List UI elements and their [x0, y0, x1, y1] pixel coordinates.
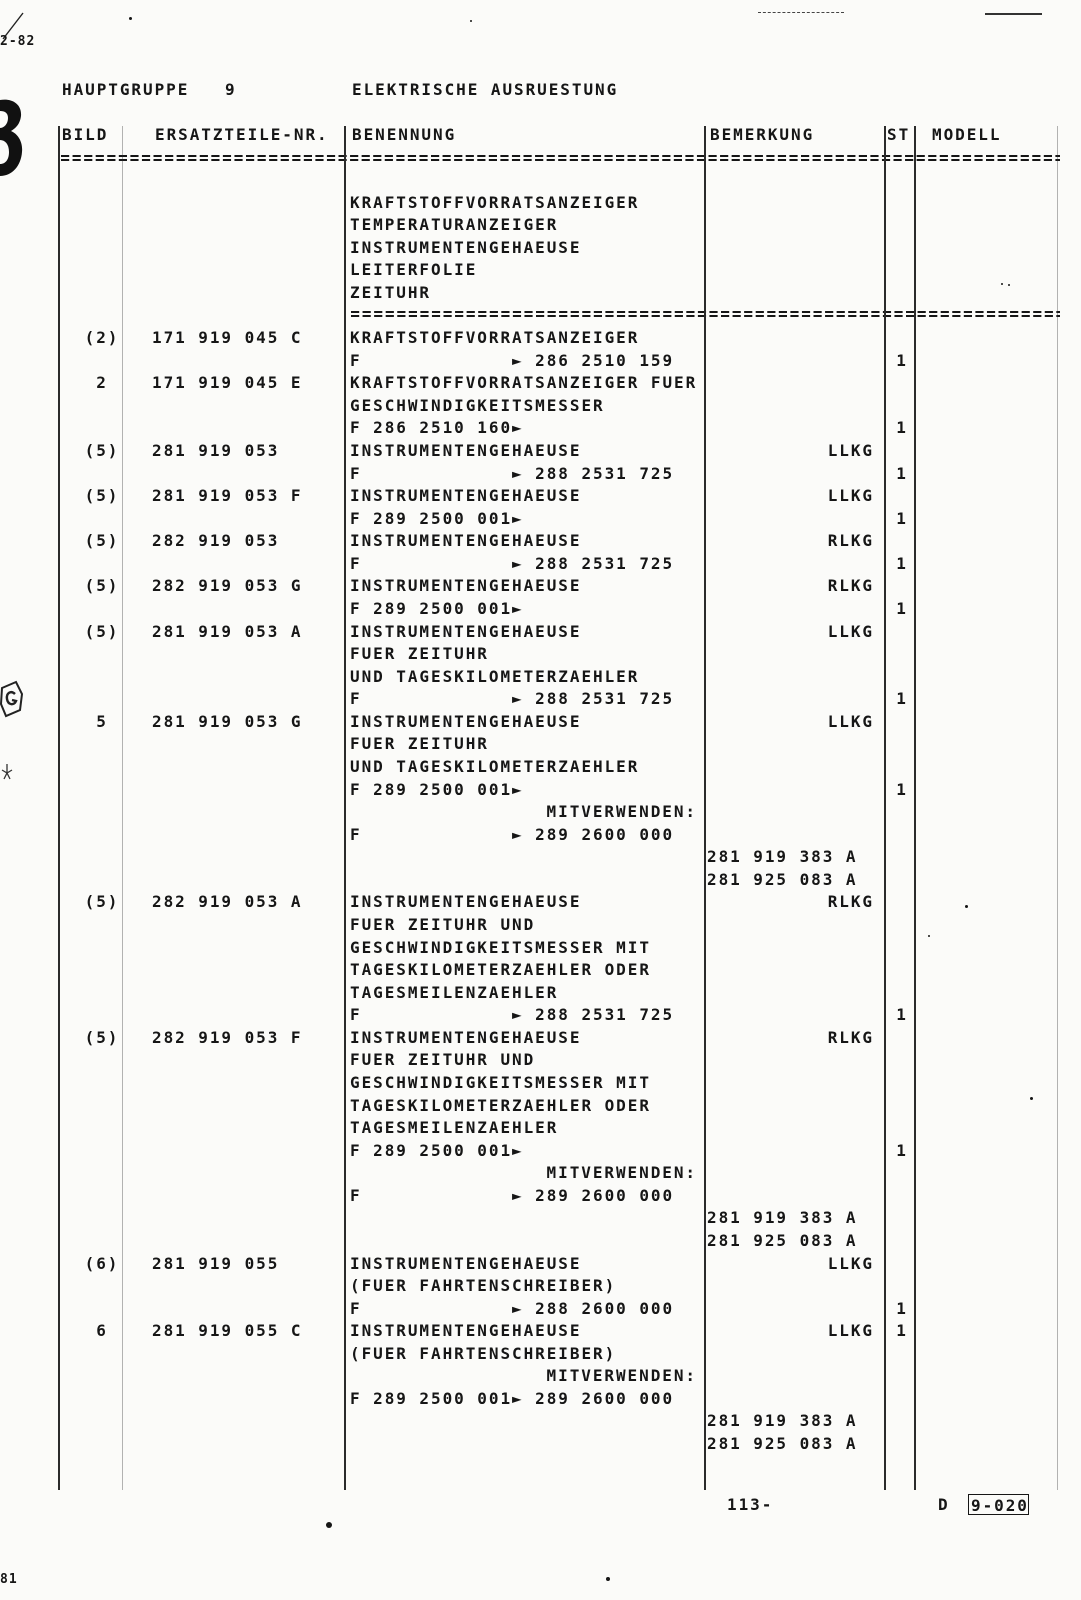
- quantity: 1: [896, 1298, 908, 1318]
- column-header-description: BENENNUNG: [352, 125, 457, 144]
- description-line: F 289 2500 001►: [350, 598, 524, 618]
- figure-ref: 5: [96, 711, 108, 731]
- description-line: F ► 289 2600 000: [350, 1185, 675, 1205]
- quantity: 1: [896, 689, 908, 709]
- use-with-part-number: 281 919 383 A: [707, 1411, 858, 1431]
- description-line: F ► 286 2510 159: [350, 350, 675, 370]
- edge-number-mark: 81: [0, 1572, 18, 1587]
- part-number: 281 919 053 G: [152, 711, 303, 731]
- scan-speck: [129, 17, 132, 20]
- description-line: GESCHWINDIGKEITSMESSER: [350, 395, 605, 415]
- use-with-note: MITVERWENDEN:: [546, 1163, 697, 1183]
- scan-speck: [928, 935, 930, 937]
- quantity: 1: [896, 350, 908, 370]
- remark-code: LLKG: [827, 711, 874, 731]
- description-line: INSTRUMENTENGEHAEUSE: [350, 621, 582, 641]
- figure-ref: (5): [84, 576, 120, 596]
- description-line: INSTRUMENTENGEHAEUSE: [350, 892, 582, 912]
- use-with-part-number: 281 919 383 A: [707, 1208, 858, 1228]
- main-group-label: HAUPTGRUPPE: [62, 80, 190, 99]
- part-number: 281 919 053 F: [152, 486, 303, 506]
- figure-ref: (6): [84, 1253, 120, 1273]
- edition-date-mark: 2-82: [0, 34, 36, 49]
- section-code-box: 9-020: [968, 1494, 1029, 1515]
- part-number: 281 919 055 C: [152, 1321, 303, 1341]
- quantity: 1: [896, 1005, 908, 1025]
- scan-speck: [1030, 1097, 1033, 1100]
- column-rule-right: [1057, 126, 1058, 1490]
- column-header-bild: BILD: [62, 125, 109, 144]
- description-line: F ► 288 2531 725: [350, 1005, 675, 1025]
- description-line: GESCHWINDIGKEITSMESSER MIT: [350, 937, 651, 957]
- description-line: F 289 2500 001►: [350, 1140, 524, 1160]
- use-with-note: MITVERWENDEN:: [546, 802, 697, 822]
- top-dash-mark: [758, 12, 844, 13]
- remark-code: LLKG: [827, 440, 874, 460]
- remark-code: RLKG: [827, 531, 874, 551]
- column-rule-left: [58, 126, 60, 1490]
- description-line: F ► 288 2531 725: [350, 463, 675, 483]
- description-line: INSTRUMENTENGEHAEUSE: [350, 1027, 582, 1047]
- part-number: 281 919 053: [152, 440, 280, 460]
- description-line: F ► 288 2531 725: [350, 689, 675, 709]
- figure-ref: (5): [84, 440, 120, 460]
- part-number: 282 919 053 F: [152, 1027, 303, 1047]
- intro-line: INSTRUMENTENGEHAEUSE: [350, 237, 582, 257]
- header-separator: [60, 155, 1060, 161]
- description-line: TAGESMEILENZAEHLER: [350, 1118, 559, 1138]
- quantity: 1: [896, 598, 908, 618]
- main-group-number: 9: [225, 80, 237, 99]
- stamp-icon: [0, 680, 24, 718]
- remark-code: LLKG: [827, 1321, 874, 1341]
- remark-code: RLKG: [827, 1027, 874, 1047]
- intro-line: LEITERFOLIE: [350, 260, 478, 280]
- remark-code: LLKG: [827, 486, 874, 506]
- figure-ref: (5): [84, 621, 120, 641]
- description-line: KRAFTSTOFFVORRATSANZEIGER: [350, 328, 640, 348]
- quantity: 1: [896, 553, 908, 573]
- description-line: INSTRUMENTENGEHAEUSE: [350, 1253, 582, 1273]
- figure-ref: (5): [84, 892, 120, 912]
- description-line: F 289 2500 001► 289 2600 000: [350, 1388, 675, 1408]
- intro-line: TEMPERATURANZEIGER: [350, 215, 559, 235]
- part-number: 282 919 053: [152, 531, 280, 551]
- description-line: TAGESMEILENZAEHLER: [350, 982, 559, 1002]
- figure-ref: (5): [84, 486, 120, 506]
- use-with-note: MITVERWENDEN:: [546, 1366, 697, 1386]
- column-rule-description: [704, 126, 706, 1490]
- intro-line: ZEITUHR: [350, 282, 432, 302]
- description-line: INSTRUMENTENGEHAEUSE: [350, 486, 582, 506]
- figure-ref: 2: [96, 373, 108, 393]
- figure-ref: 6: [96, 1321, 108, 1341]
- part-number: 171 919 045 E: [152, 373, 303, 393]
- description-line: TAGESKILOMETERZAEHLER ODER: [350, 960, 651, 980]
- description-line: F ► 288 2531 725: [350, 553, 675, 573]
- quantity: 1: [896, 508, 908, 528]
- column-rule-bild: [122, 126, 123, 1490]
- description-line: INSTRUMENTENGEHAEUSE: [350, 711, 582, 731]
- description-line: FUER ZEITUHR: [350, 734, 489, 754]
- use-with-part-number: 281 919 383 A: [707, 847, 858, 867]
- remark-code: LLKG: [827, 621, 874, 641]
- description-line: GESCHWINDIGKEITSMESSER MIT: [350, 1072, 651, 1092]
- remark-code: LLKG: [827, 1253, 874, 1273]
- part-number: 282 919 053 G: [152, 576, 303, 596]
- top-rule: [985, 13, 1042, 15]
- quantity: 1: [896, 779, 908, 799]
- description-line: F 289 2500 001►: [350, 508, 524, 528]
- figure-ref: (5): [84, 531, 120, 551]
- intro-line: KRAFTSTOFFVORRATSANZEIGER: [350, 192, 640, 212]
- chapter-tab-mark: [0, 98, 24, 178]
- column-header-remark: BEMERKUNG: [710, 125, 815, 144]
- description-line: (FUER FAHRTENSCHREIBER): [350, 1343, 617, 1363]
- use-with-part-number: 281 925 083 A: [707, 869, 858, 889]
- column-header-model: MODELL: [932, 125, 1002, 144]
- column-header-part-no: ERSATZTEILE-NR.: [155, 125, 329, 144]
- description-line: KRAFTSTOFFVORRATSANZEIGER FUER: [350, 373, 698, 393]
- remark-code: RLKG: [827, 892, 874, 912]
- description-line: INSTRUMENTENGEHAEUSE: [350, 440, 582, 460]
- figure-ref: (2): [84, 328, 120, 348]
- use-with-part-number: 281 925 083 A: [707, 1434, 858, 1454]
- description-line: INSTRUMENTENGEHAEUSE: [350, 576, 582, 596]
- quantity: 1: [896, 463, 908, 483]
- column-rule-qty: [914, 126, 916, 1490]
- remark-code: RLKG: [827, 576, 874, 596]
- description-line: TAGESKILOMETERZAEHLER ODER: [350, 1095, 651, 1115]
- description-line: UND TAGESKILOMETERZAEHLER: [350, 666, 640, 686]
- description-line: F 289 2500 001►: [350, 779, 524, 799]
- quantity: 1: [896, 418, 908, 438]
- scan-speck: [606, 1577, 610, 1581]
- part-number: 171 919 045 C: [152, 328, 303, 348]
- use-with-part-number: 281 925 083 A: [707, 1230, 858, 1250]
- scan-speck: [965, 905, 968, 908]
- scan-speck: [1008, 284, 1010, 286]
- scan-speck: [470, 20, 472, 22]
- description-line: FUER ZEITUHR UND: [350, 914, 536, 934]
- column-header-qty: ST: [887, 125, 911, 144]
- asterisk-mark-icon: [0, 762, 16, 782]
- description-line: F ► 289 2600 000: [350, 824, 675, 844]
- description-line: FUER ZEITUHR UND: [350, 1050, 536, 1070]
- part-number: 281 919 053 A: [152, 621, 303, 641]
- figure-ref: (5): [84, 1027, 120, 1047]
- quantity: 1: [896, 1140, 908, 1160]
- quantity: 1: [896, 1321, 908, 1341]
- part-number: 281 919 055: [152, 1253, 280, 1273]
- description-line: INSTRUMENTENGEHAEUSE: [350, 1321, 582, 1341]
- description-line: INSTRUMENTENGEHAEUSE: [350, 531, 582, 551]
- description-line: FUER ZEITUHR: [350, 644, 489, 664]
- scan-speck: [326, 1522, 332, 1528]
- description-line: (FUER FAHRTENSCHREIBER): [350, 1276, 617, 1296]
- description-line: F 286 2510 160►: [350, 418, 524, 438]
- language-code: D: [938, 1495, 950, 1514]
- scan-speck: [1001, 283, 1003, 285]
- description-line: F ► 288 2600 000: [350, 1298, 675, 1318]
- part-number: 282 919 053 A: [152, 892, 303, 912]
- page-number: 113-: [727, 1495, 774, 1514]
- main-group-title: ELEKTRISCHE AUSRUESTUNG: [352, 80, 619, 99]
- column-rule-remark: [884, 126, 886, 1490]
- description-line: UND TAGESKILOMETERZAEHLER: [350, 756, 640, 776]
- column-rule-part-no: [344, 126, 346, 1490]
